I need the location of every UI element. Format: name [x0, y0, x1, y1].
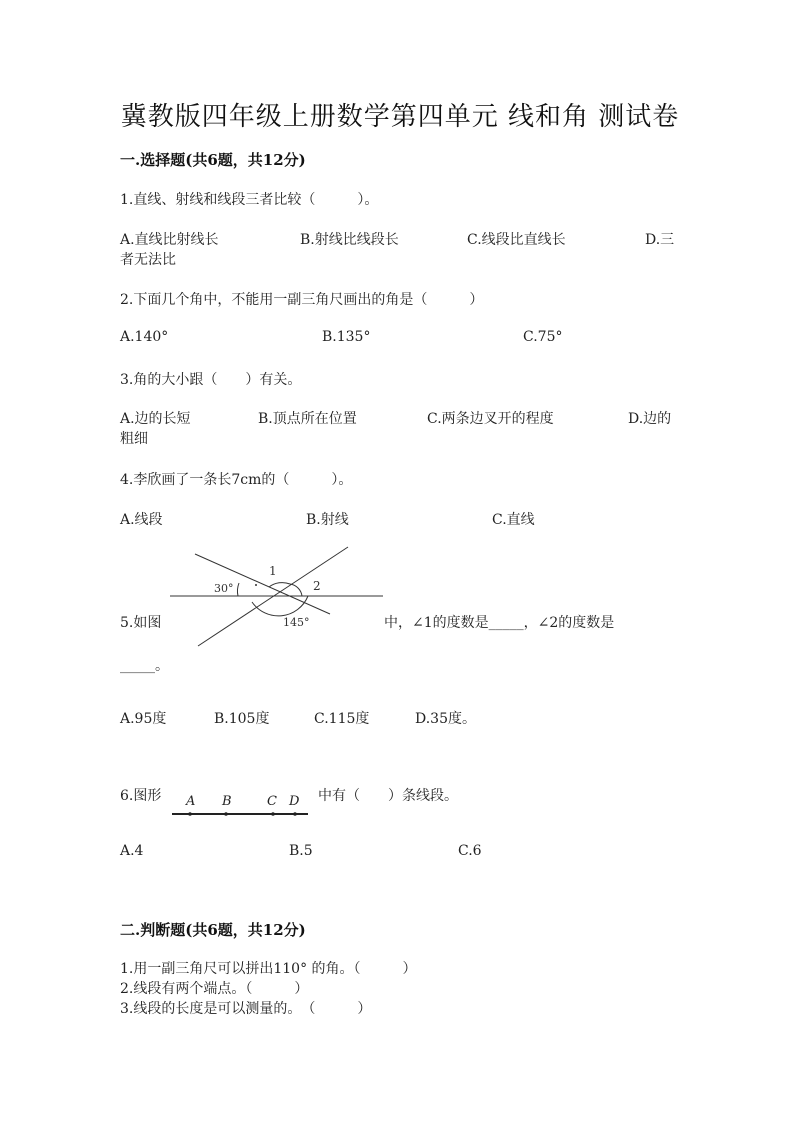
- angle-figure: [170, 544, 390, 654]
- section-heading-judge: 二.判断题(共6题，共12分): [120, 921, 306, 939]
- point-a: [188, 812, 192, 816]
- q1-option-b[interactable]: B.射线比线段长: [300, 232, 399, 248]
- q3-option-c[interactable]: C.两条边叉开的程度: [427, 411, 554, 427]
- label-1: 1: [269, 564, 277, 578]
- point-b: [224, 812, 228, 816]
- question-5-suffix: 中，∠1的度数是_____，∠2的度数是: [384, 615, 615, 631]
- arc-2: [290, 584, 302, 596]
- label-30: 30°: [214, 582, 234, 595]
- arc-145: [252, 596, 308, 616]
- q4-option-b[interactable]: B.射线: [306, 512, 349, 528]
- question-6-suffix: 中有（ ）条线段。: [318, 788, 458, 804]
- q3-option-a[interactable]: A.边的长短: [120, 411, 191, 427]
- q5-option-a[interactable]: A.95度: [120, 711, 167, 727]
- question-4: 4.李欣画了一条长7cm的（ ）。: [120, 472, 353, 488]
- arc-1: [269, 583, 290, 587]
- q4-option-c[interactable]: C.直线: [492, 512, 535, 528]
- q1-option-a[interactable]: A.直线比射线长: [120, 232, 219, 248]
- point-d: [293, 812, 297, 816]
- judge-item-1: 1.用一副三角尺可以拼出110° 的角。（ ）: [120, 961, 417, 977]
- point-label-b: B: [222, 794, 232, 809]
- q2-option-a[interactable]: A.140°: [120, 329, 169, 345]
- q3-option-b[interactable]: B.顶点所在位置: [258, 411, 357, 427]
- judge-item-3: 3.线段的长度是可以测量的。 （ ）: [120, 1001, 372, 1017]
- q6-option-a[interactable]: A.4: [120, 843, 144, 859]
- page-title: 冀教版四年级上册数学第四单元 线和角 测试卷: [120, 102, 680, 132]
- point-c: [271, 812, 275, 816]
- q4-option-a[interactable]: A.线段: [120, 512, 163, 528]
- label-2: 2: [313, 579, 321, 593]
- q1-option-d[interactable]: D.三: [645, 232, 675, 248]
- q5-option-b[interactable]: B.105度: [214, 711, 270, 727]
- q6-option-b[interactable]: B.5: [289, 843, 313, 859]
- section-heading-choice: 一.选择题(共6题，共12分): [120, 151, 306, 169]
- segment-figure: [172, 792, 312, 822]
- question-6-prefix: 6.图形: [120, 788, 162, 804]
- point-label-c: C: [267, 794, 277, 809]
- label-145: 145°: [283, 616, 310, 629]
- point-label-a: A: [186, 794, 196, 809]
- q2-option-c[interactable]: C.75°: [523, 329, 563, 345]
- q1-option-d-cont: 者无法比: [120, 252, 176, 268]
- q1-option-c[interactable]: C.线段比直线长: [467, 232, 566, 248]
- question-5-prefix: 5.如图: [120, 615, 162, 631]
- q5-option-d[interactable]: D.35度。: [415, 711, 476, 727]
- q3-option-d[interactable]: D.边的: [628, 411, 672, 427]
- question-1: 1.直线、射线和线段三者比较（ ）。: [120, 192, 379, 208]
- question-5-cont: _____。: [120, 658, 169, 674]
- point-label-d: D: [289, 794, 300, 809]
- question-3: 3.角的大小跟（ ）有关。: [120, 372, 302, 388]
- q2-option-b[interactable]: B.135°: [322, 329, 371, 345]
- judge-item-2: 2.线段有两个端点。（ ）: [120, 981, 309, 997]
- q6-option-c[interactable]: C.6: [458, 843, 482, 859]
- q5-option-c[interactable]: C.115度: [314, 711, 370, 727]
- arc-30: [237, 583, 239, 596]
- q3-option-d-cont: 粗细: [120, 431, 148, 447]
- question-2: 2.下面几个角中，不能用一副三角尺画出的角是（ ）: [120, 292, 484, 308]
